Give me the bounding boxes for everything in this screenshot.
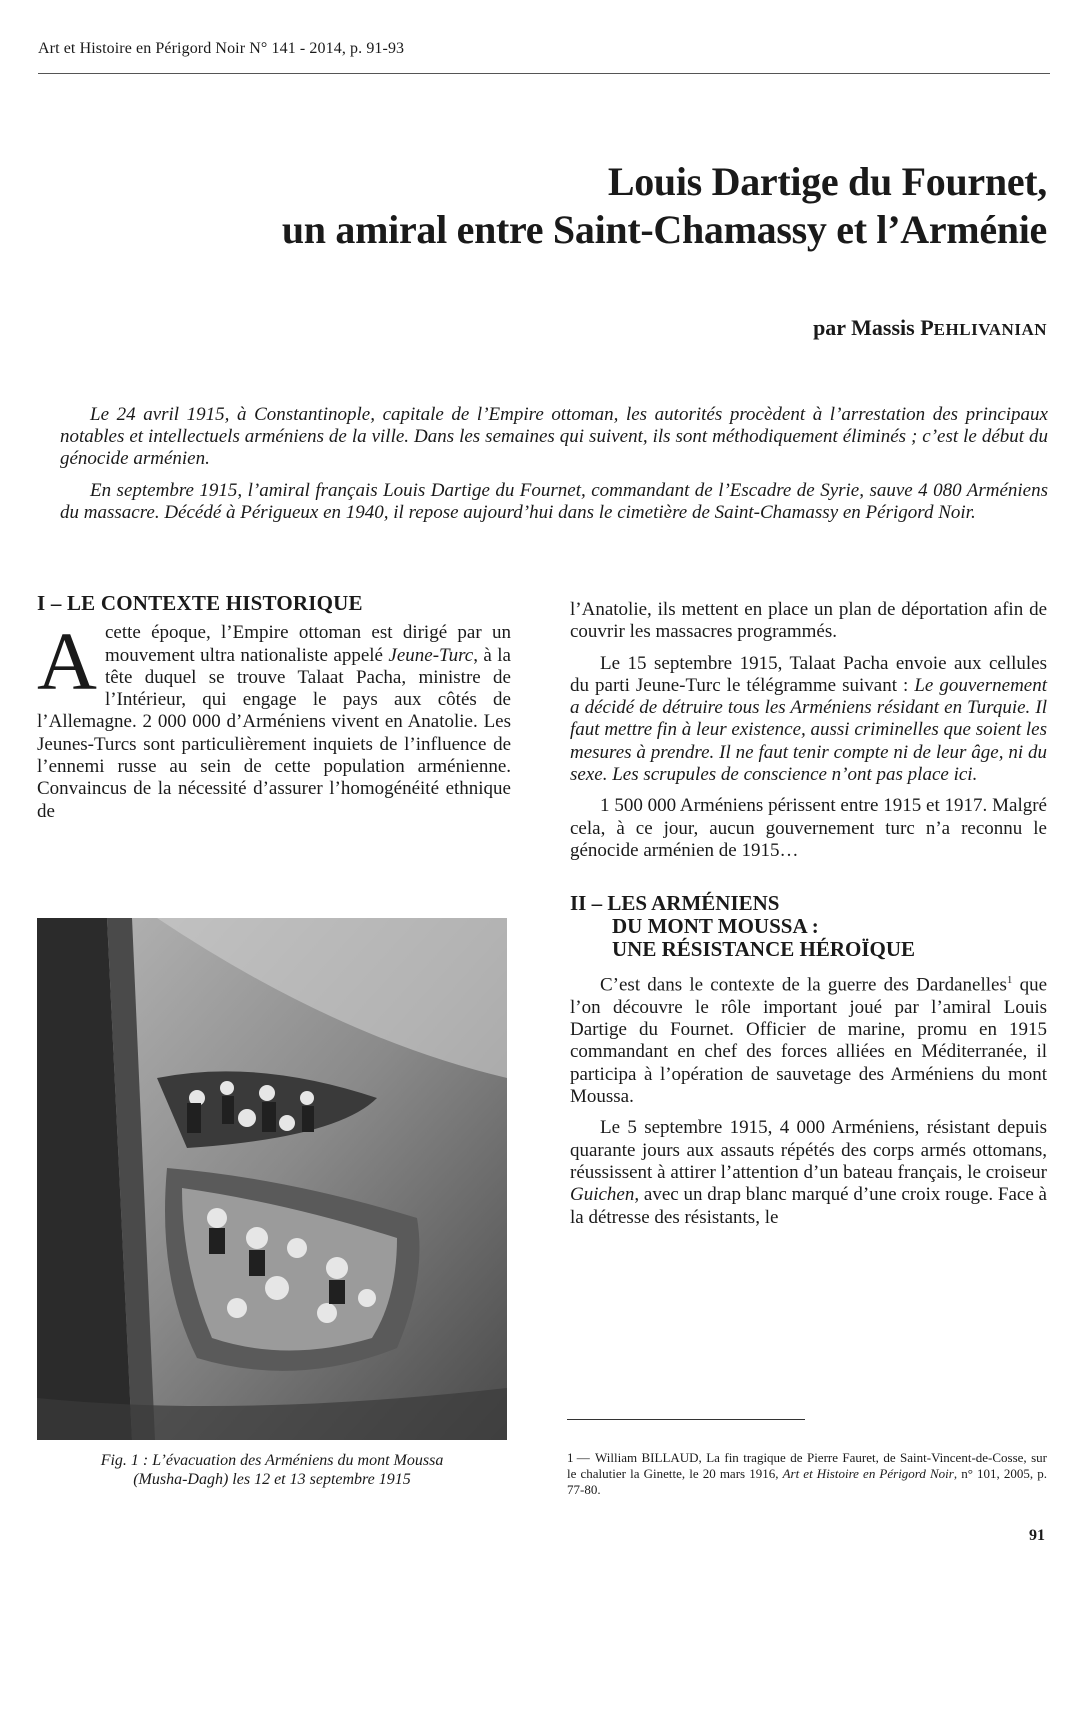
text-run: , n° 101, 2005, p. 77-80. (567, 1466, 1047, 1497)
section-1-paragraph-1 (37, 615, 511, 823)
byline-prefix: par Massis P (813, 315, 934, 340)
footnote-1 (567, 1450, 1047, 1498)
footnote-rule (567, 1419, 805, 1420)
section-2-paragraph-2 (570, 1117, 1047, 1228)
emphasis-run: Guichen (570, 1184, 635, 1206)
article-title (282, 158, 1047, 254)
text-run: , avec un drap blanc marqué d’une croix rouge. Face à la détresse des résistants, le (570, 1184, 1047, 1228)
emphasis-run: Le gouvernement a décidé de détruire tous les Arméniens résidant en Turquie. Il faut mettre fin à leur existence, aussi criminelles que soient les mesures à prendre. Il ne faut tenir compte ni de leur âge, ni du sexe. Les scrupules de conscience n’ont pas place ici. (570, 674, 1047, 786)
text-run: William BILLAUD, La fin tragique de Pierre Fauret, de Saint-Vincent-de-Cosse, sur le chalutier la Ginette, le 20 mars 1916, (567, 1450, 1047, 1481)
text-run: Le 15 septembre 1915, Talaat Pacha envoie aux cellules du parti Jeune-Turc le télégramme suivant : (570, 652, 1047, 696)
section-1-paragraph-3: 1 500 000 Arméniens périssent entre 1915 et 1917. Malgré cela, à ce jour, aucun gouvernement turc n’a reconnu le génocide arménien de 1915… (570, 795, 1047, 861)
author-byline (813, 315, 1047, 341)
section-2-heading (570, 892, 1047, 961)
title-line-2: un amiral entre Saint-Chamassy et l’Arménie (281, 207, 1047, 252)
byline-surname: EHLIVANIAN (933, 320, 1047, 339)
caption-line-1: Fig. 1 : L’évacuation des Arméniens du mont Moussa (100, 1452, 444, 1469)
section-1-paragraph-1-continued: l’Anatolie, ils mettent en place un plan de déportation afin de couvrir les massacres programmés. (570, 599, 1047, 643)
emphasis-run: Art et Histoire en Périgord Noir (782, 1466, 954, 1481)
figure-caption (37, 1451, 507, 1489)
section-1-heading: I – LE CONTEXTE HISTORIQUE (37, 591, 363, 615)
text-run: que l’on découvre le rôle important joué par l’amiral Louis Dartige du Fournet. Officier de marine, promu en 1915 commandant en chef des forces alliées en Méditerranée, il participa à l’opération de sauvetage des Arméniens du mont Moussa. (570, 974, 1047, 1108)
text-run: cette époque, l’Empire ottoman est dirigé par un mouvement ultra nationaliste appelé (104, 622, 511, 666)
section-1-paragraph-2 (570, 653, 1047, 787)
left-column (37, 592, 511, 832)
figure-1 (37, 918, 507, 1716)
section-2-paragraph-1 (570, 969, 1047, 1108)
abstract-paragraph-2: En septembre 1915, l’amiral français Louis Dartige du Fournet, commandant de l’Escadre de Syrie, sauve 4 080 Arméniens du massacre. Décédé à Périgueux en 1940, il repose aujourd’hui dans le cimetière de Saint-Chamassy en Périgord Noir. (60, 480, 1048, 523)
journal-header: Art et Histoire en Périgord Noir N° 141 - 2014, p. 91-93 (38, 40, 405, 57)
evacuation-photo (37, 918, 507, 1440)
text-run: Le 5 septembre 1915, 4 000 Arméniens, résistant depuis quarante jours aux assauts répétés des corps armés ottomans, réussissent à attirer l’attention d’un bateau français, le croiseur (570, 1117, 1047, 1183)
emphasis-run: Jeune-Turc (388, 644, 474, 666)
footnote-reference: 1 (1006, 974, 1013, 987)
abstract-paragraph-1: Le 24 avril 1915, à Constantinople, capitale de l’Empire ottoman, les autorités procèdent à l’arrestation des principaux notables et intellectuels arméniens de la ville. Dans les semaines qui suivent, ils sont méthodiquement éliminés ; c’est le début du génocide arménien. (60, 404, 1048, 469)
section-2-heading-line-2: DU MONT MOUSSA : (612, 914, 819, 939)
dropcap: A (37, 615, 97, 708)
article-abstract (60, 404, 1048, 534)
text-run: , à la tête duquel se trouve Talaat Pacha, ministre de l’Intérieur, qui engage le pays aux côtés de l’Allemagne. 2 000 000 d’Arméniens vivent en Anatolie. Les Jeunes-Turcs sont particulièrement inquiets de l’influence de l’ennemi russe au sein de cette population arménienne. Convaincus de la nécessité d’assurer l’homogénéité ethnique de (37, 644, 511, 822)
header-rule (38, 73, 1050, 74)
section-2-heading-line-1: II – LES ARMÉNIENS (570, 891, 780, 916)
caption-line-2: (Musha-Dagh) les 12 et 13 septembre 1915 (133, 1471, 411, 1488)
title-line-1: Louis Dartige du Fournet, (607, 159, 1047, 204)
right-column (570, 599, 1047, 1238)
page-number: 91 (1029, 1527, 1045, 1544)
text-run: C’est dans le contexte de la guerre des Dardanelles (600, 974, 1007, 996)
photo-illustration (37, 918, 507, 1440)
footnote-number: 1 — (567, 1450, 590, 1465)
section-2-heading-line-3: UNE RÉSISTANCE HÉROÏQUE (612, 937, 916, 962)
